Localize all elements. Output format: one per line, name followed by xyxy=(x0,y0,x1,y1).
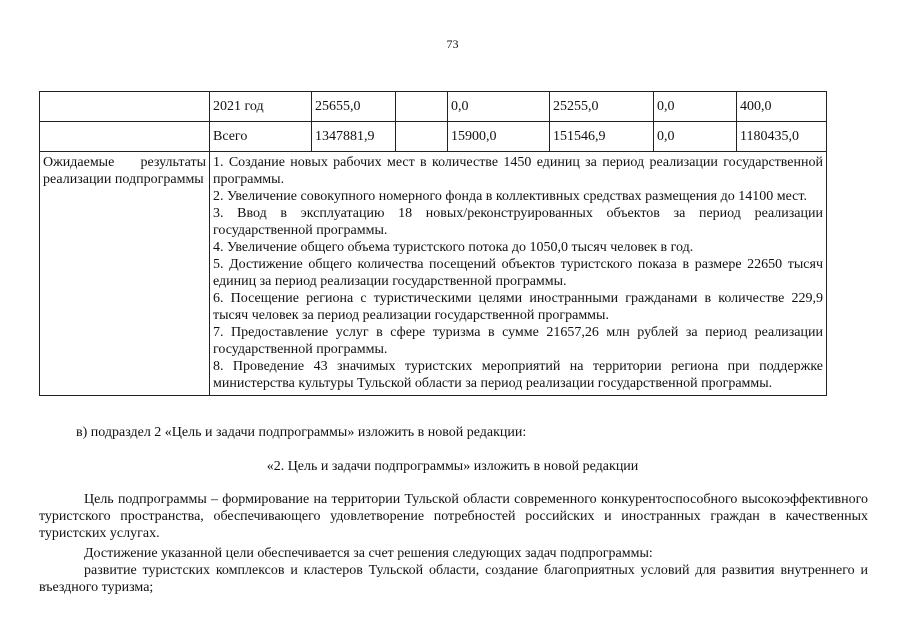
subprogram-table xyxy=(39,91,827,396)
total-cell: 25655,0 xyxy=(312,92,396,122)
empty-cell xyxy=(40,122,210,152)
other-cell: 0,0 xyxy=(654,122,737,152)
regional-cell: 0,0 xyxy=(448,92,550,122)
finance-row-2021 xyxy=(40,92,827,122)
result-item: 2. Увеличение совокупного номерного фонда в коллективных средствах размещения до 14100 мест. xyxy=(213,189,807,204)
regional-cell: 15900,0 xyxy=(448,122,550,152)
result-item: 4. Увеличение общего объема туристского потока до 1050,0 тысяч человек в год. xyxy=(213,240,694,255)
total-cell: 1347881,9 xyxy=(312,122,396,152)
result-item: 8. Проведение 43 значимых туристских мероприятий на территории региона при поддержке министерства культуры Тульской области за период реализации государственной программы. xyxy=(213,359,823,391)
extrabudget-cell: 1180435,0 xyxy=(737,122,827,152)
page-number: 73 xyxy=(446,37,459,51)
result-item: 6. Посещение региона с туристическими целями иностранными гражданами в количестве 229,9 тысяч человек за период реализации государственной программы. xyxy=(213,291,823,323)
municipal-cell: 151546,9 xyxy=(550,122,654,152)
tasks-intro: Достижение указанной цели обеспечивается за счет решения следующих задач подпрограммы: xyxy=(84,546,653,561)
result-item: 5. Достижение общего количества посещений объектов туристского показа в размере 22650 тысяч единиц за период реализации государственной программы. xyxy=(213,257,823,289)
result-item: 7. Предоставление услуг в сфере туризма в сумме 21657,26 млн рублей за период реализации государственной программы. xyxy=(213,325,823,357)
results-row xyxy=(40,152,827,396)
results-list xyxy=(210,152,827,396)
task-paragraph: развитие туристских комплексов и кластеров Тульской области, создание благоприятных условий для развития внутреннего и въездного туризма; xyxy=(39,563,868,595)
result-item: 1. Создание новых рабочих мест в количестве 1450 единиц за период реализации государственной программы. xyxy=(213,155,823,187)
empty-cell xyxy=(40,92,210,122)
result-item: 3. Ввод в эксплуатацию 18 новых/реконструированных объектов за период реализации государственной программы. xyxy=(213,206,823,238)
federal-cell xyxy=(396,122,448,152)
year-cell: Всего xyxy=(210,122,312,152)
results-label: Ожидаемые результаты реализации подпрограммы xyxy=(40,152,210,396)
federal-cell xyxy=(396,92,448,122)
goal-paragraph: Цель подпрограммы – формирование на территории Тульской области современного конкурентоспособного высокоэффективного туристского пространства, обеспечивающего удовлетворение потребностей российских и иностранных граждан в качественных туристских услугах. xyxy=(39,492,868,541)
amendment-item-v: в) подраздел 2 «Цель и задачи подпрограммы» изложить в новой редакции: xyxy=(76,425,527,440)
other-cell: 0,0 xyxy=(654,92,737,122)
municipal-cell: 25255,0 xyxy=(550,92,654,122)
section-heading: «2. Цель и задачи подпрограммы» изложить в новой редакции xyxy=(266,459,639,474)
finance-row-total xyxy=(40,122,827,152)
year-cell: 2021 год xyxy=(210,92,312,122)
extrabudget-cell: 400,0 xyxy=(737,92,827,122)
